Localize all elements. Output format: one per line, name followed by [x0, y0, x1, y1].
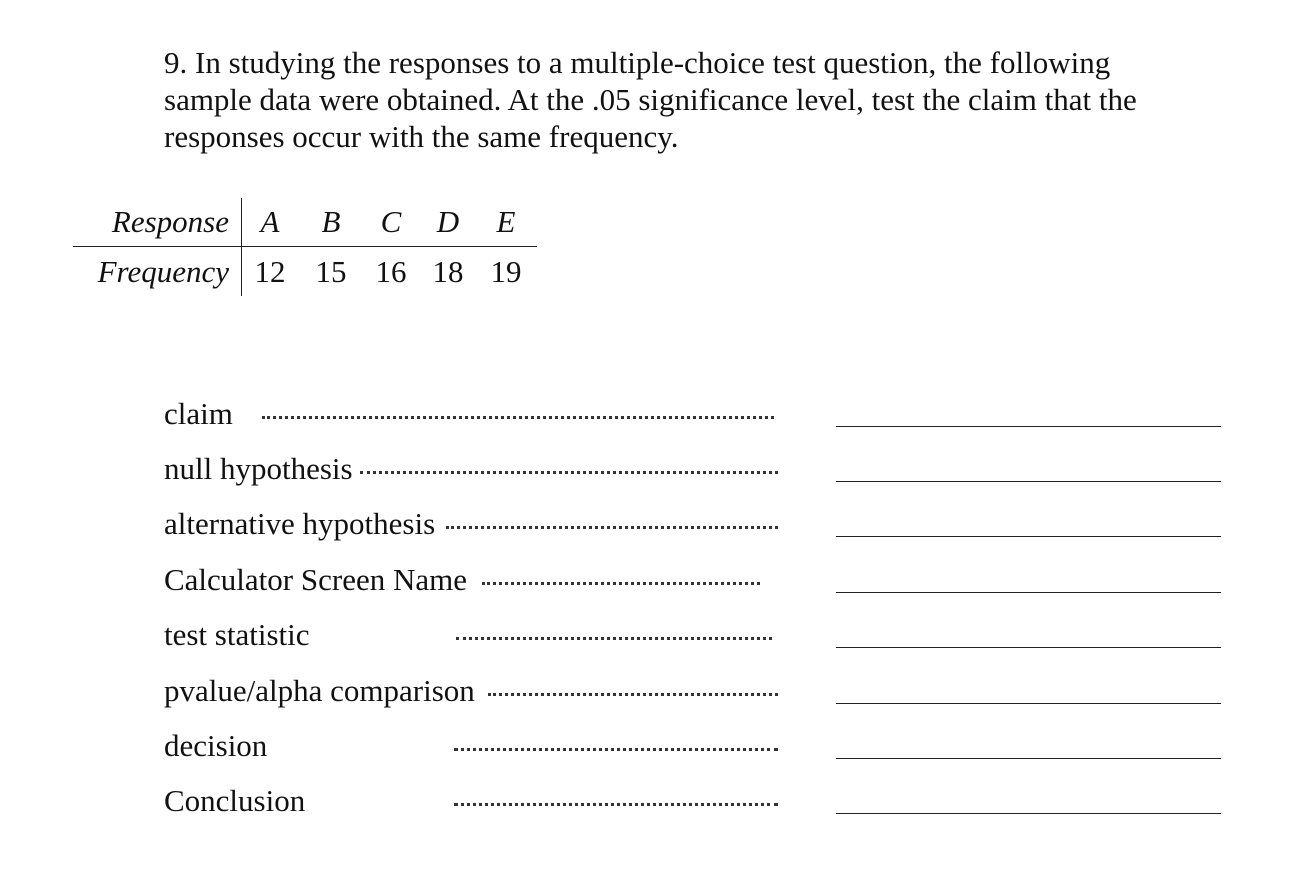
calculator-screen-name-label: Calculator Screen Name [164, 562, 467, 597]
answer-row-test-statistic [0, 617, 1300, 661]
conclusion-label: Conclusion [164, 783, 306, 818]
answer-row-alternative-hypothesis [0, 506, 1300, 550]
dot-leader [262, 412, 774, 419]
dot-leader [454, 744, 778, 751]
frequency-cell: 12 [254, 254, 286, 289]
dot-leader [482, 578, 760, 585]
alternative-hypothesis-label: alternative hypothesis [164, 506, 436, 541]
dot-leader [488, 689, 778, 696]
answer-row-conclusion [0, 783, 1300, 827]
frequency-cell: 19 [490, 254, 522, 289]
dot-leader [454, 799, 778, 806]
question-line-1: 9. In studying the responses to a multiple-choice test question, the following [164, 45, 1111, 80]
answer-row-claim [0, 396, 1300, 440]
response-cell: E [496, 204, 516, 239]
claim-label: claim [164, 396, 233, 431]
response-cell: D [436, 204, 460, 239]
question-line-2: sample data were obtained. At the .05 significance level, test the claim that the [164, 82, 1137, 117]
decision-label: decision [164, 728, 268, 763]
table-horizontal-rule [73, 246, 537, 247]
test-statistic-answer-line[interactable] [836, 647, 1221, 648]
response-cell: A [260, 204, 280, 239]
question-text [164, 44, 1204, 155]
table-vertical-rule [241, 198, 242, 296]
frequency-cell: 15 [315, 254, 347, 289]
answer-row-decision [0, 728, 1300, 772]
frequency-cell: 16 [375, 254, 407, 289]
alternative-hypothesis-answer-line[interactable] [836, 536, 1221, 537]
dot-leader [446, 522, 778, 529]
response-cell: C [380, 204, 402, 239]
null-hypothesis-label: null hypothesis [164, 451, 353, 486]
row-header-response: Response [111, 204, 229, 239]
pvalue-alpha-comparison-label: pvalue/alpha comparison [164, 673, 475, 708]
row-header-frequency: Frequency [97, 254, 229, 289]
frequency-cell: 18 [432, 254, 464, 289]
calculator-screen-name-answer-line[interactable] [836, 592, 1221, 593]
null-hypothesis-answer-line[interactable] [836, 481, 1221, 482]
frequency-table [73, 198, 543, 298]
claim-answer-line[interactable] [836, 426, 1221, 427]
conclusion-answer-line[interactable] [836, 813, 1221, 814]
response-cell: B [321, 204, 341, 239]
dot-leader [456, 633, 772, 640]
question-line-3: responses occur with the same frequency. [164, 119, 679, 154]
answer-row-pvalue-alpha-comparison [0, 673, 1300, 717]
answer-row-null-hypothesis [0, 451, 1300, 495]
dot-leader [360, 467, 778, 474]
decision-answer-line[interactable] [836, 758, 1221, 759]
test-statistic-label: test statistic [164, 617, 310, 652]
pvalue-alpha-comparison-answer-line[interactable] [836, 703, 1221, 704]
answer-row-calculator-screen-name [0, 562, 1300, 606]
